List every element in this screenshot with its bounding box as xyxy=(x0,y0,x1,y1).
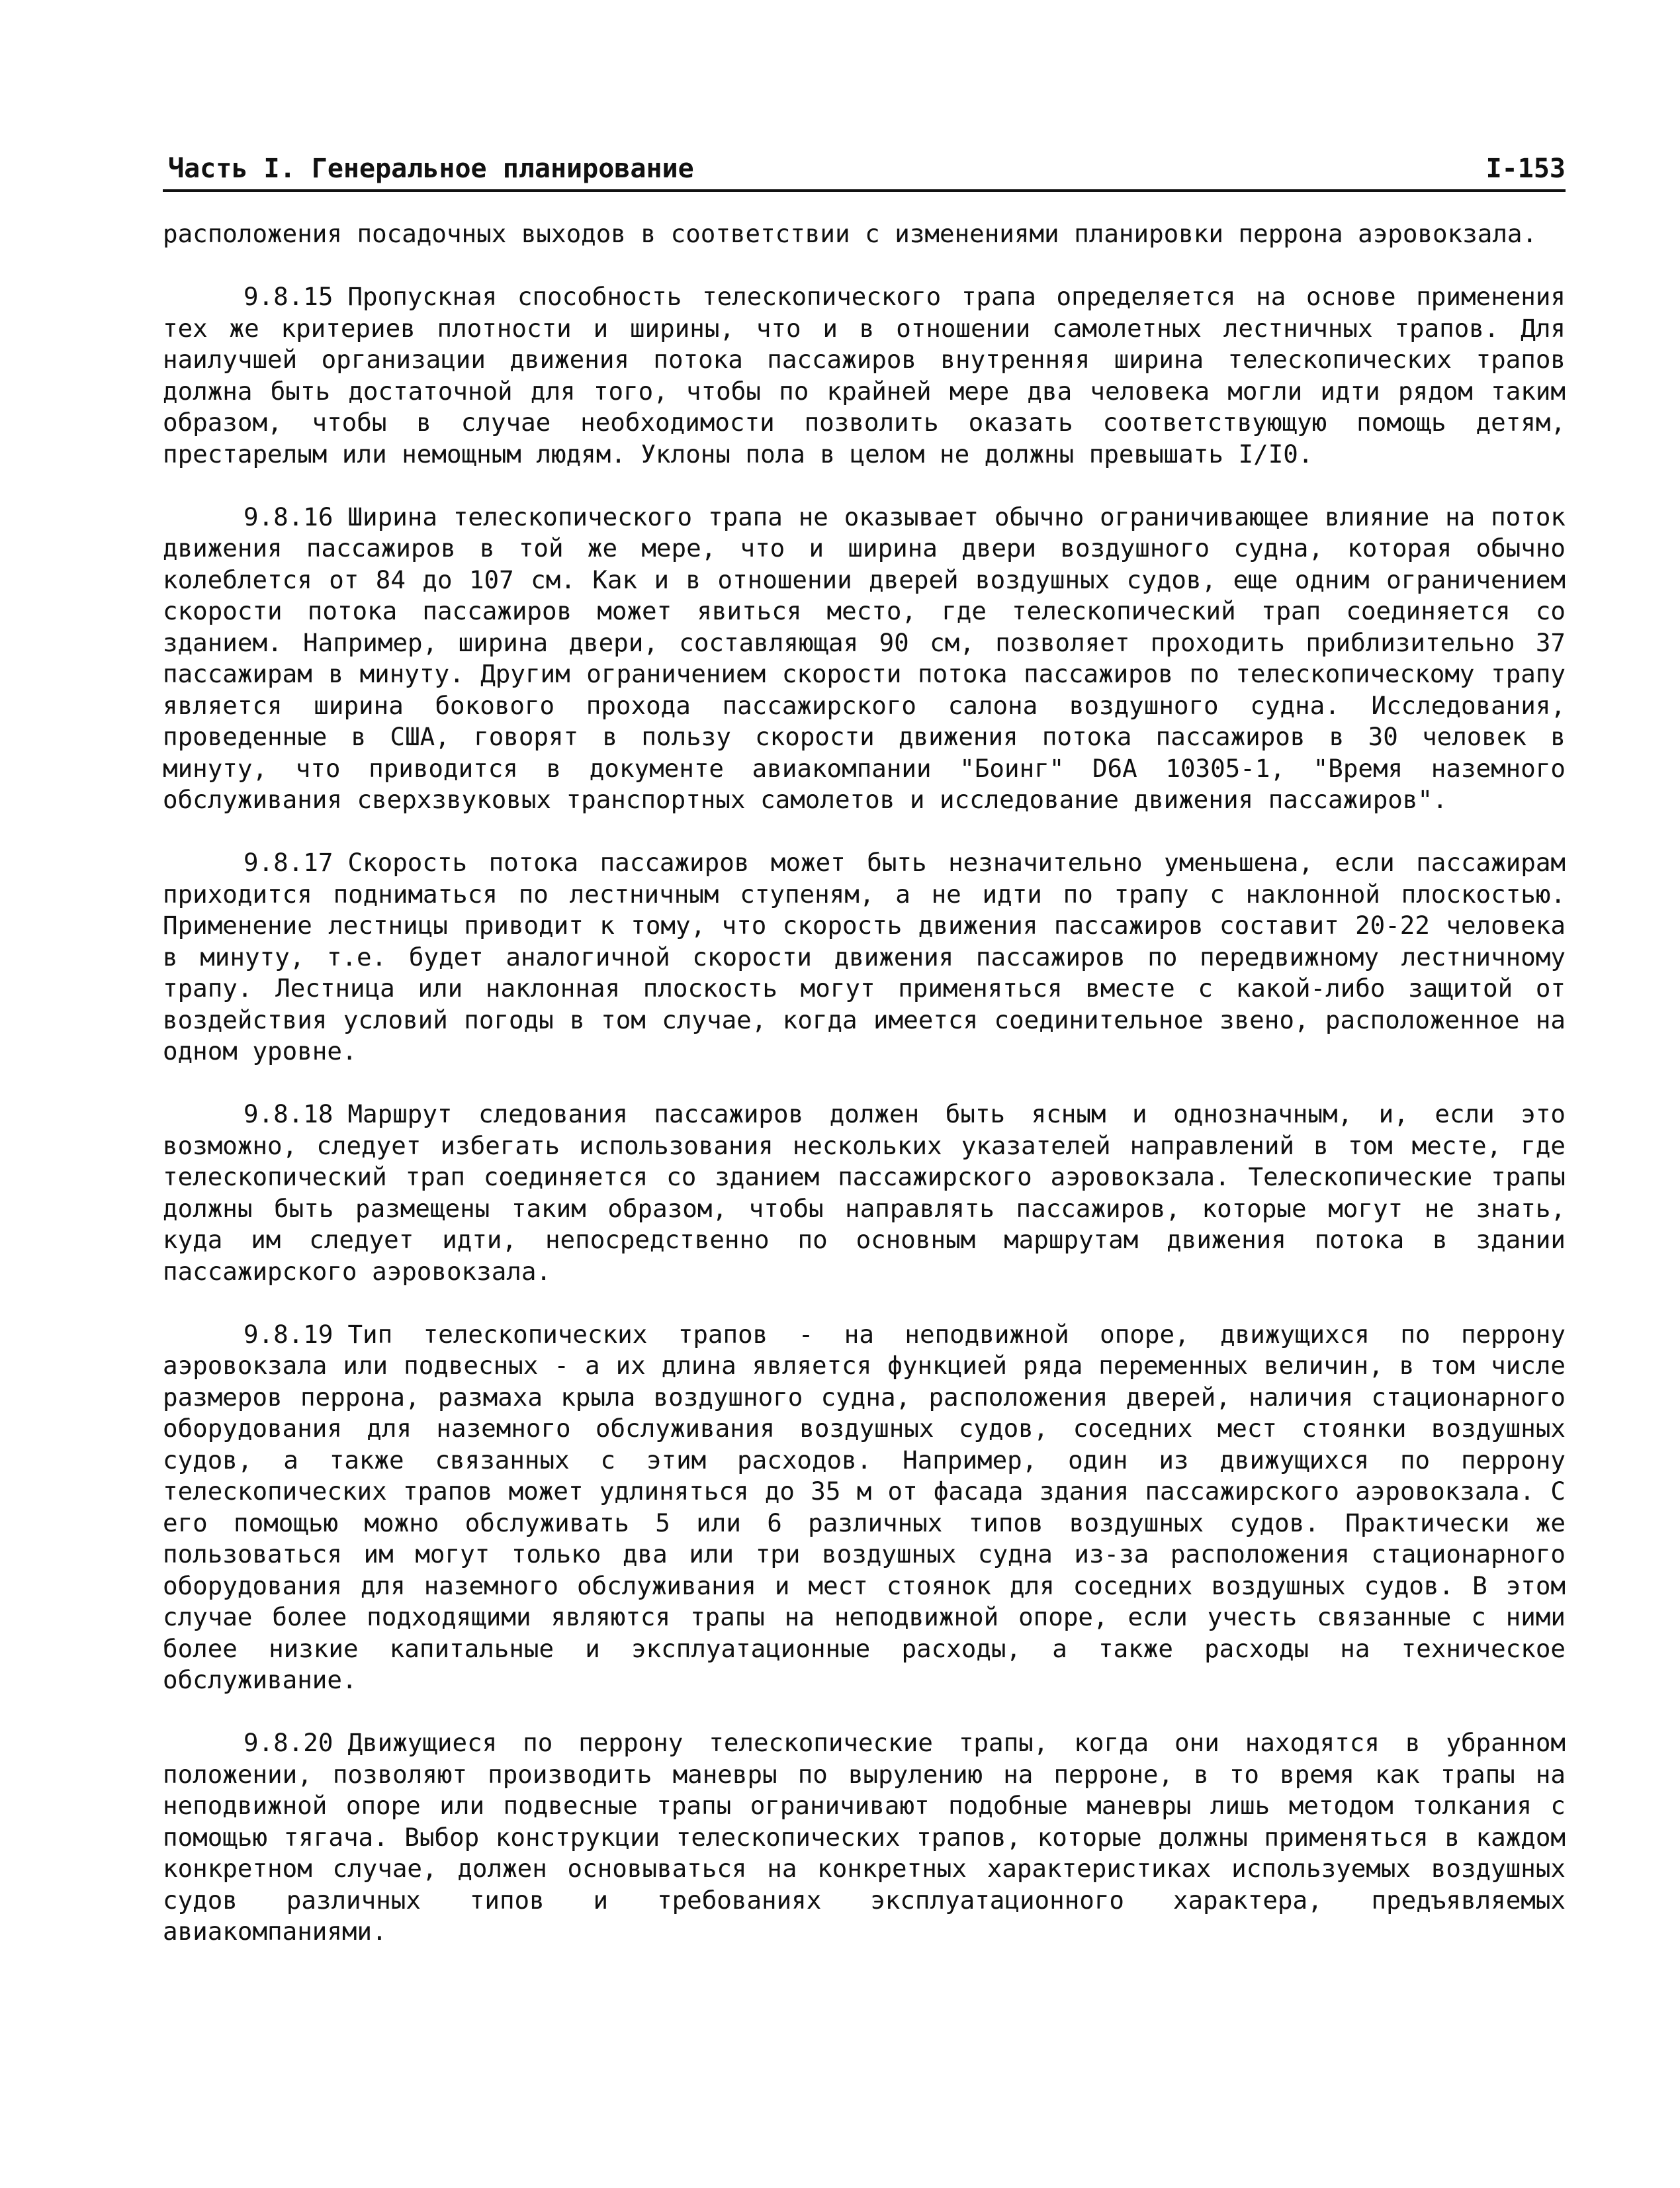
paragraph-text: Тип телескопических трапов - на неподвижной опоре, движущихся по перрону аэровокзала или подвесных - а их длина является функцией ряда переменных величин, в том числе размеров перрона, размаха крыла воздушного судна, расположения дверей, наличия стационарного оборудования для наземного обслуживания воздушных судов, соседних мест стоянки воздушных судов, а также связанных с этим расходов. Например, один из движущихся по перрону телескопических трапов может удлиняться до 35 м от фасада здания пассажирского аэровокзала. С его помощью можно обслуживать 5 или 6 различных типов воздушных судов. Практически же пользоваться им могут только два или три воздушных судна из-за расположения стационарного оборудования для наземного обслуживания и мест стоянок для соседних воздушных судов. В этом случае более подходящими являются трапы на неподвижной опоре, если учесть связанные с ними более низкие капитальные и эксплуатационные расходы, а также расходы на техническое обслуживание. xyxy=(163,1319,1566,1694)
paragraph-number: 9.8.19 xyxy=(243,1319,333,1349)
document-page xyxy=(163,151,1566,1946)
paragraph-text: Ширина телескопического трапа не оказывает обычно ограничивающее влияние на поток движения пассажиров в той же мере, что и ширина двери воздушного судна, которая обычно колеблется от 84 до 107 см. Как и в отношении дверей воздушных судов, еще одним ограничением скорости потока пассажиров может явиться место, где телескопический трап соединяется со зданием. Например, ширина двери, составляющая 90 см, позволяет проходить приблизительно 37 пассажирам в минуту. Другим ограничением скорости потока пассажиров по телескопическому трапу является ширина бокового прохода пассажирского салона воздушного судна. Исследования, проведенные в США, говорят в пользу скорости движения потока пассажиров в 30 человек в минуту, что приводится в документе авиакомпании "Боинг" D6A 10305-1, "Время наземного обслуживания сверхзвуковых транспортных самолетов и исследование движения пассажиров". xyxy=(163,502,1566,814)
document-body xyxy=(163,218,1566,1979)
paragraph-9-8-19 xyxy=(163,1319,1566,1696)
paragraph-number: 9.8.20 xyxy=(243,1728,333,1757)
paragraph-number: 9.8.16 xyxy=(243,502,333,531)
running-header xyxy=(163,151,1566,192)
paragraph-9-8-16 xyxy=(163,502,1566,816)
paragraph-text: Движущиеся по перрону телескопические трапы, когда они находятся в убранном положении, позволяют производить маневры по вырулению на перроне, в то время как трапы на неподвижной опоре или подвесные трапы ограничивают подобные маневры лишь методом толкания с помощью тягача. Выбор конструкции телескопических трапов, которые должны применяться в каждом конкретном случае, должен основываться на конкретных характеристиках используемых воздушных судов различных типов и требованиях эксплуатационного характера, предъявляемых авиакомпаниями. xyxy=(163,1728,1566,1946)
paragraph-text: Пропускная способность телескопического трапа определяется на основе применения тех же критериев плотности и ширины, что и в отношении самолетных лестничных трапов. Для наилучшей организации движения потока пассажиров внутренняя ширина телескопических трапов должна быть достаточной для того, чтобы по крайней мере два человека могли идти рядом таким образом, чтобы в случае необходимости позволить оказать соответствующую помощь детям, престарелым или немощным людям. Уклоны пола в целом не должны превышать I/I0. xyxy=(163,282,1566,469)
paragraph-text: Скорость потока пассажиров может быть незначительно уменьшена, если пассажирам приходится подниматься по лестничным ступеням, а не идти по трапу с наклонной плоскостью. Применение лестницы приводит к тому, что скорость движения пассажиров составит 20-22 человека в минуту, т.е. будет аналогичной скорости движения пассажиров по передвижному лестничному трапу. Лестница или наклонная плоскость могут применяться вместе с какой-либо защитой от воздействия условий погоды в том случае, когда имеется соединительное звено, расположенное на одном уровне. xyxy=(163,848,1566,1066)
paragraph-number: 9.8.17 xyxy=(243,848,333,877)
paragraph-text: Маршрут следования пассажиров должен быть ясным и однозначным, и, если это возможно, следует избегать использования нескольких указателей направлений в том месте, где телескопический трап соединяется со зданием пассажирского аэровокзала. Телескопические трапы должны быть размещены таким образом, чтобы направлять пассажиров, которые могут не знать, куда им следует идти, непосредственно по основным маршрутам движения потока в здании пассажирского аэровокзала. xyxy=(163,1099,1566,1286)
section-title: Часть I. Генеральное планирование xyxy=(168,154,694,184)
paragraph-9-8-20 xyxy=(163,1727,1566,1948)
paragraph-number: 9.8.18 xyxy=(243,1099,333,1128)
paragraph-9-8-15 xyxy=(163,281,1566,470)
continuation-paragraph: расположения посадочных выходов в соответствии с изменениями планировки перрона аэровокзала. xyxy=(163,219,1538,248)
page-number: I-153 xyxy=(1485,154,1566,184)
paragraph-number: 9.8.15 xyxy=(243,282,333,311)
paragraph-9-8-17 xyxy=(163,847,1566,1068)
paragraph-9-8-18 xyxy=(163,1099,1566,1287)
